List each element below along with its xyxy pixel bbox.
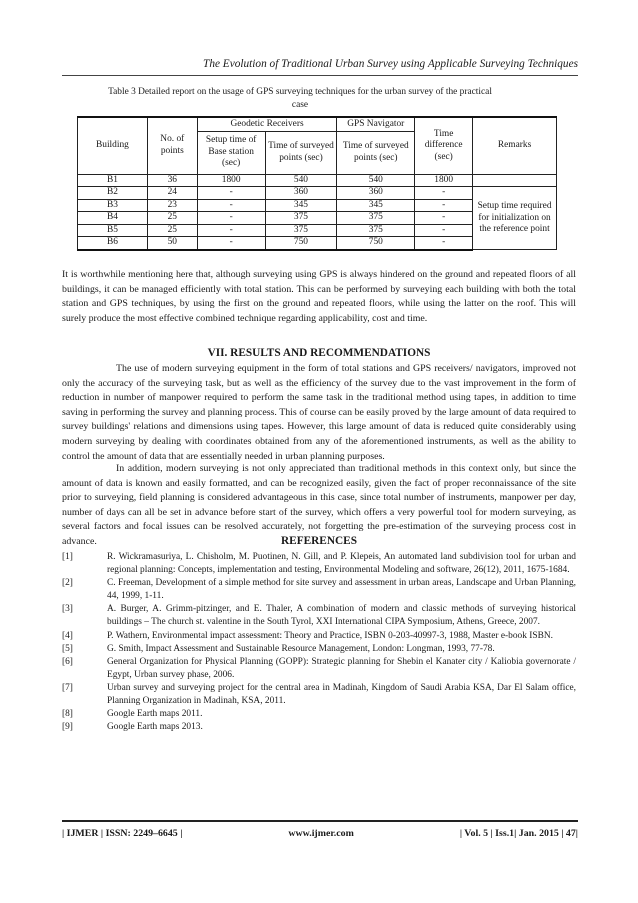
reference-number: [7]: [62, 682, 73, 693]
cell-building: B1: [78, 174, 148, 187]
cell-surveyed: 750: [265, 237, 337, 250]
cell-points: 24: [147, 187, 197, 200]
cell-building: B4: [78, 212, 148, 225]
cell-gps: 750: [337, 237, 415, 250]
cell-surveyed: 375: [265, 212, 337, 225]
reference-text: C. Freeman, Development of a simple method for site survey and assessment in urban areas, Landscape and Urban Planning, 44, 1999, 1-11.: [107, 578, 576, 602]
header-gps-navigator: GPS Navigator: [337, 117, 415, 131]
cell-setup: -: [197, 224, 265, 237]
table-caption: Table 3 Detailed report on the usage of GPS surveying techniques for the urban survey of the practical case: [108, 87, 492, 110]
cell-points: 25: [147, 224, 197, 237]
cell-points: 36: [147, 174, 197, 187]
cell-surveyed: 375: [265, 224, 337, 237]
cell-gps: 540: [337, 174, 415, 187]
intro-paragraph: It is worthwhile mentioning here that, although surveying using GPS is always hindered on the ground and repeated floors of all buildings, it can be managed efficiently with total station. This can be performed by surveying each building with both the total station and GPS techniques, by using the first on the ground and repeated floors, while using the latter on the roof. This will surely produce the most effective combined technique regarding applicability, cost and time.: [62, 269, 576, 324]
reference-number: [1]: [62, 552, 73, 562]
reference-text: Google Earth maps 2013.: [107, 722, 203, 733]
cell-diff: -: [415, 199, 473, 212]
reference-number: [5]: [62, 643, 73, 654]
reference-text: General Organization for Physical Planning (GOPP): Strategic planning for Shebin el Kanater city / Kaliobia governorate / Egypt, Urban survey phase, 2006.: [107, 656, 576, 680]
cell-diff: 1800: [415, 174, 473, 187]
reference-text: P. Wathern, Environmental impact assessment: Theory and Practice, ISBN 0-203-40997-3, 1988, Master e-book ISBN.: [107, 630, 553, 641]
reference-item: [62, 682, 576, 708]
reference-number: [9]: [62, 722, 73, 733]
section-heading-results: VII. RESULTS AND RECOMMENDATIONS: [207, 347, 431, 359]
cell-setup: -: [197, 199, 265, 212]
cell-surveyed: 540: [265, 174, 337, 187]
cell-gps: 375: [337, 212, 415, 225]
cell-setup: -: [197, 212, 265, 225]
cell-points: 50: [147, 237, 197, 250]
reference-item: [62, 656, 576, 682]
footer-journal-info: | IJMER | ISSN: 2249–6645 |: [62, 828, 183, 839]
header-remarks: Remarks: [473, 117, 557, 174]
footer-divider: [62, 820, 578, 822]
header-divider: [62, 75, 578, 76]
cell-surveyed: 345: [265, 199, 337, 212]
gps-report-table: [77, 116, 557, 251]
results-paragraph-1: The use of modern surveying equipment in the form of total stations and GPS receivers/ navigators, improved not only the accuracy of the surveying task, but as well as the efficiency of the survey due to the vast improvement in the form of reduction in number of manpower required to perform the same task in the traditional method using tapes, in addition to time saving in performing the survey and planning process. This of course can be easily proved by the large amount of data required to survey buildings' relations and dimensions using tapes. However, this large amount of data is reduced quite considerably using modern surveying by dealing with coordinates obtained from any of the aforementioned instruments, as well as the ability to control the amount of data that are essentially needed in urban planning purposes.: [62, 363, 576, 462]
table-row: [78, 174, 557, 187]
cell-building: B3: [78, 199, 148, 212]
reference-text: Google Earth maps 2011.: [107, 709, 203, 720]
header-setup-time: Setup time of Base station (sec): [197, 131, 265, 174]
reference-number: [2]: [62, 578, 73, 589]
reference-text: G. Smith, Impact Assessment and Sustainable Resource Management, London: Longman, 1993, 77-78.: [107, 643, 495, 654]
header-gps-time-surveyed: Time of surveyed points (sec): [337, 131, 415, 174]
reference-number: [8]: [62, 709, 73, 720]
cell-setup: -: [197, 237, 265, 250]
reference-item: [62, 643, 576, 656]
reference-list: [62, 551, 576, 734]
cell-gps: 375: [337, 224, 415, 237]
cell-building: B2: [78, 187, 148, 200]
header-building: Building: [78, 117, 148, 174]
reference-number: [6]: [62, 656, 73, 667]
cell-points: 23: [147, 199, 197, 212]
page-footer: [62, 828, 578, 839]
reference-item: [62, 603, 576, 629]
header-geodetic-receivers: Geodetic Receivers: [197, 117, 337, 131]
header-points: No. of points: [147, 117, 197, 174]
reference-text: Urban survey and surveying project for the central area in Madinah, Kingdom of Saudi Arabia KSA, Dar El Salam office, Planning Organization in Madinah, KSA, 2011.: [107, 682, 576, 707]
reference-item: [62, 630, 576, 643]
reference-item: [62, 577, 576, 603]
results-paragraph-2: In addition, modern surveying is not only appreciated than traditional methods in this context only, but since the amount of data is known and easily formatted, and can be recognized easily, given the fact of proper reconnaissance of the site prior to surveying, field planning is considered advantageous in this case, since total number of instruments, manpower per day, number of days can all be set in advance before start of the survey, which offers a very powerful tool for modern surveying, as several factors and focal issues can be resolved accurately, not forgetting the pre-estimation of the surveying process cost in advance.: [62, 463, 576, 547]
cell-diff: -: [415, 187, 473, 200]
reference-text: A. Burger, A. Grimm-pitzinger, and E. Thaler, A combination of modern and classic methods of surveying historical buildings – The church st. valentine in the South Tyrol, XXI International CIPA Symposium, Athens, Greece, 2007.: [107, 604, 576, 628]
reference-item: [62, 708, 576, 721]
header-time-surveyed: Time of surveyed points (sec): [265, 131, 337, 174]
table-row: [78, 187, 557, 200]
cell-diff: -: [415, 224, 473, 237]
footer-website-link[interactable]: www.ijmer.com: [288, 828, 354, 839]
cell-points: 25: [147, 212, 197, 225]
cell-gps: 360: [337, 187, 415, 200]
reference-item: [62, 721, 576, 734]
cell-diff: -: [415, 212, 473, 225]
reference-number: [4]: [62, 630, 73, 641]
cell-building: B5: [78, 224, 148, 237]
header-time-difference: Time difference (sec): [415, 117, 473, 174]
reference-item: [62, 551, 576, 577]
cell-setup: 1800: [197, 174, 265, 187]
cell-gps: 345: [337, 199, 415, 212]
running-title: The Evolution of Traditional Urban Survey using Applicable Surveying Techniques: [203, 58, 578, 70]
cell-remarks: Setup time required for initialization on the reference point: [473, 187, 557, 250]
references-heading: REFERENCES: [281, 535, 357, 547]
cell-diff: -: [415, 237, 473, 250]
reference-number: [3]: [62, 604, 73, 615]
cell-building: B6: [78, 237, 148, 250]
cell-surveyed: 360: [265, 187, 337, 200]
footer-issue-info: | Vol. 5 | Iss.1| Jan. 2015 | 47|: [459, 828, 578, 839]
reference-text: R. Wickramasuriya, L. Chisholm, M. Puotinen, N. Gill, and P. Klepeis, An automated land subdivision tool for urban and regional planning: Concepts, implementation and testing, Environmental Modeling and software, 26(12), 2011, 1675-1684.: [107, 552, 576, 576]
cell-setup: -: [197, 187, 265, 200]
